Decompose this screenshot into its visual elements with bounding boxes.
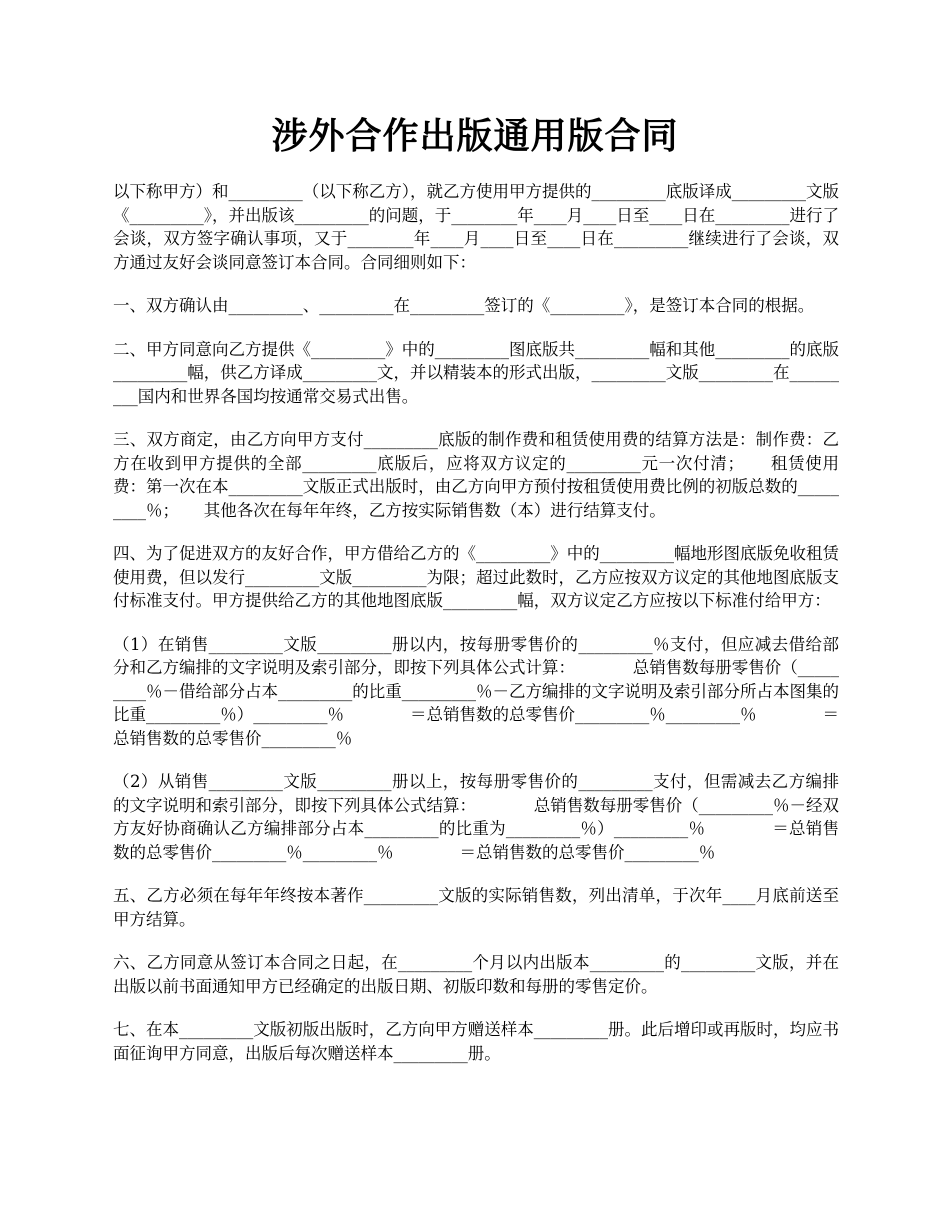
contract-clause-7: 七、在本_________文版初版出版时，乙方向甲方赠送样本_________册。此后增印或再版时，均应书面征询甲方同意，出版后每次赠送样本_________册。 xyxy=(113,1020,839,1063)
contract-clause-2: 二、甲方同意向乙方提供《_________》中的_________图底版共_________幅和其他_________的底版_________幅，供乙方译成_________文，并以精装本的形式出版，_________文版_________在_________国内和世界各国均按通常交易式出售。 xyxy=(113,339,839,406)
contract-clause-4: 四、为了促进双方的友好合作，甲方借给乙方的《_________》中的_________幅地形图底版免收租赁使用费，但以发行_________文版_________为限；超过此数时，乙方应按双方议定的其他地图底版支付标准支付。甲方提供给乙方的其他地图底版_________幅，双方议定乙方应按以下标准付给甲方： xyxy=(113,544,839,610)
contract-clause-4-item-1: （1）在销售_________文版_________册以内，按每册零售价的_________％支付，但应减去借给部分和乙方编排的文字说明及索引部分，即按下列具体公式计算： 总销售数每册零售价（_________％－借给部分占本_________的比重_________％－乙方编排的文字说明及索引部分所占本图集的比重_________％）_________％ ＝总销售数的总零售价_________％_________％ ＝总销售数的总零售价_________％ xyxy=(113,634,839,748)
contract-clause-6: 六、乙方同意从签订本合同之日起，在_________个月以内出版本_________的_________文版，并在出版以前书面通知甲方已经确定的出版日期、初版印数和每册的零售定价。 xyxy=(113,953,839,996)
contract-clause-5: 五、乙方必须在每年年终按本著作_________文版的实际销售数，列出清单，于次年____月底前送至甲方结算。 xyxy=(113,886,839,929)
contract-clause-4-item-2: （2）从销售_________文版_________册以上，按每册零售价的_________支付，但需减去乙方编排的文字说明和索引部分，即按下列具体公式结算： 总销售数每册零售价（_________％－经双方友好协商确认乙方编排部分占本_________的比重为_________％）_________％ ＝总销售数的总零售价_________％_________％ ＝总销售数的总零售价_________％ xyxy=(113,772,839,862)
contract-clause-1: 一、双方确认由_________、_________在_________签订的《_________》，是签订本合同的根据。 xyxy=(113,296,815,315)
contract-intro-paragraph: 以下称甲方）和_________（以下称乙方），就乙方使用甲方提供的_________底版译成_________文版《_________》，并出版该_________的问题，于________年____月____日至____日在_________进行了会谈，双方签字确认事项，又于________年____月____日至____日在_________继续进行了会谈，双方通过友好会谈同意签订本合同。合同细则如下： xyxy=(113,182,839,272)
contract-clause-3: 三、双方商定，由乙方向甲方支付_________底版的制作费和租赁使用费的结算方法是：制作费：乙方在收到甲方提供的全部_________底版后，应将双方议定的_________元一次付清； 租赁使用费：第一次在本_________文版正式出版时，由乙方向甲方预付按租赁使用费比例的初版总数的_________％； 其他各次在每年年终，乙方按实际销售数（本）进行结算支付。 xyxy=(113,430,839,520)
document-title: 涉外合作出版通用版合同 xyxy=(271,115,679,157)
contract-body xyxy=(113,180,839,1085)
